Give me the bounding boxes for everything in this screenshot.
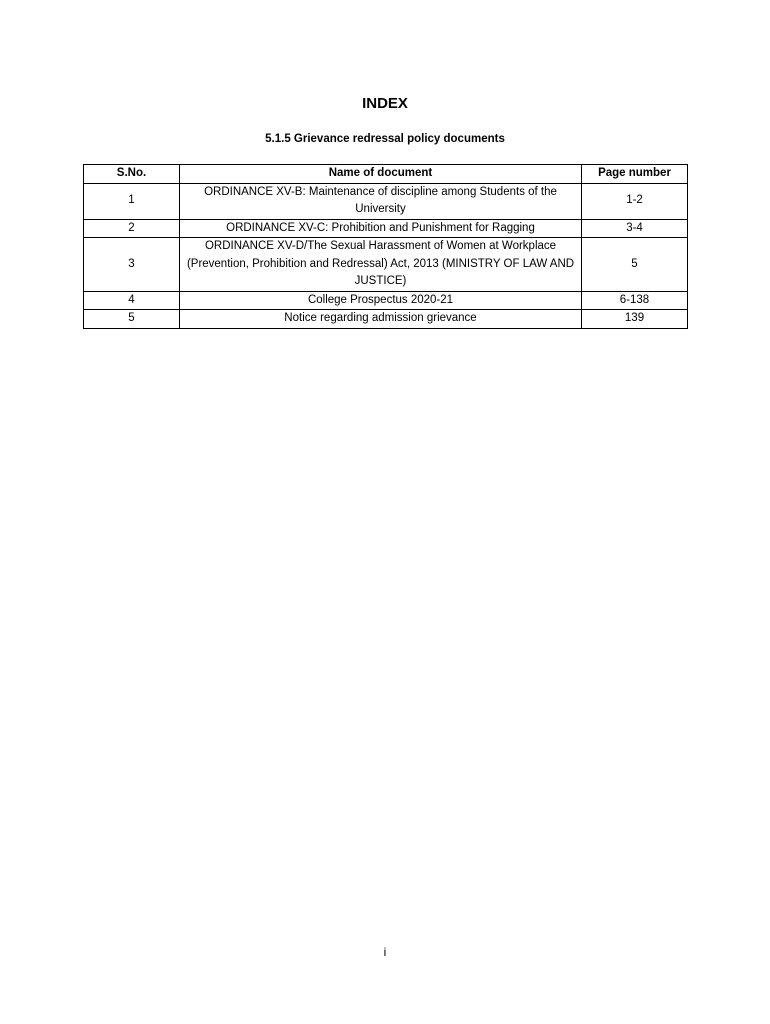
row-sno: 1 bbox=[84, 183, 180, 219]
row-sno: 2 bbox=[84, 219, 180, 238]
page-subtitle: 5.1.5 Grievance redressal policy documents bbox=[265, 133, 505, 145]
row-page-number: 139 bbox=[582, 310, 688, 329]
table-row bbox=[84, 291, 688, 310]
row-page-number: 3-4 bbox=[582, 219, 688, 238]
header-document-name: Name of document bbox=[180, 165, 582, 184]
row-document-name: ORDINANCE XV-B: Maintenance of discipline among Students of the University bbox=[180, 183, 582, 219]
row-sno: 3 bbox=[84, 238, 180, 292]
row-page-number: 5 bbox=[582, 238, 688, 292]
table-row bbox=[84, 310, 688, 329]
header-sno: S.No. bbox=[84, 165, 180, 184]
table-row bbox=[84, 183, 688, 219]
row-document-name: ORDINANCE XV-D/The Sexual Harassment of Women at Workplace (Prevention, Prohibition and Redressal) Act, 2013 (MINISTRY OF LAW AND JUSTICE) bbox=[180, 238, 582, 292]
row-document-name: College Prospectus 2020-21 bbox=[180, 291, 582, 310]
table-row bbox=[84, 219, 688, 238]
page-number: i bbox=[383, 945, 387, 959]
row-document-name: ORDINANCE XV-C: Prohibition and Punishment for Ragging bbox=[180, 219, 582, 238]
page-title: INDEX bbox=[362, 95, 408, 112]
row-page-number: 1-2 bbox=[582, 183, 688, 219]
table-header-row bbox=[84, 165, 688, 184]
row-sno: 5 bbox=[84, 310, 180, 329]
row-document-name: Notice regarding admission grievance bbox=[180, 310, 582, 329]
index-table bbox=[83, 164, 688, 329]
header-page-number: Page number bbox=[582, 165, 688, 184]
table-row bbox=[84, 238, 688, 292]
row-sno: 4 bbox=[84, 291, 180, 310]
row-page-number: 6-138 bbox=[582, 291, 688, 310]
